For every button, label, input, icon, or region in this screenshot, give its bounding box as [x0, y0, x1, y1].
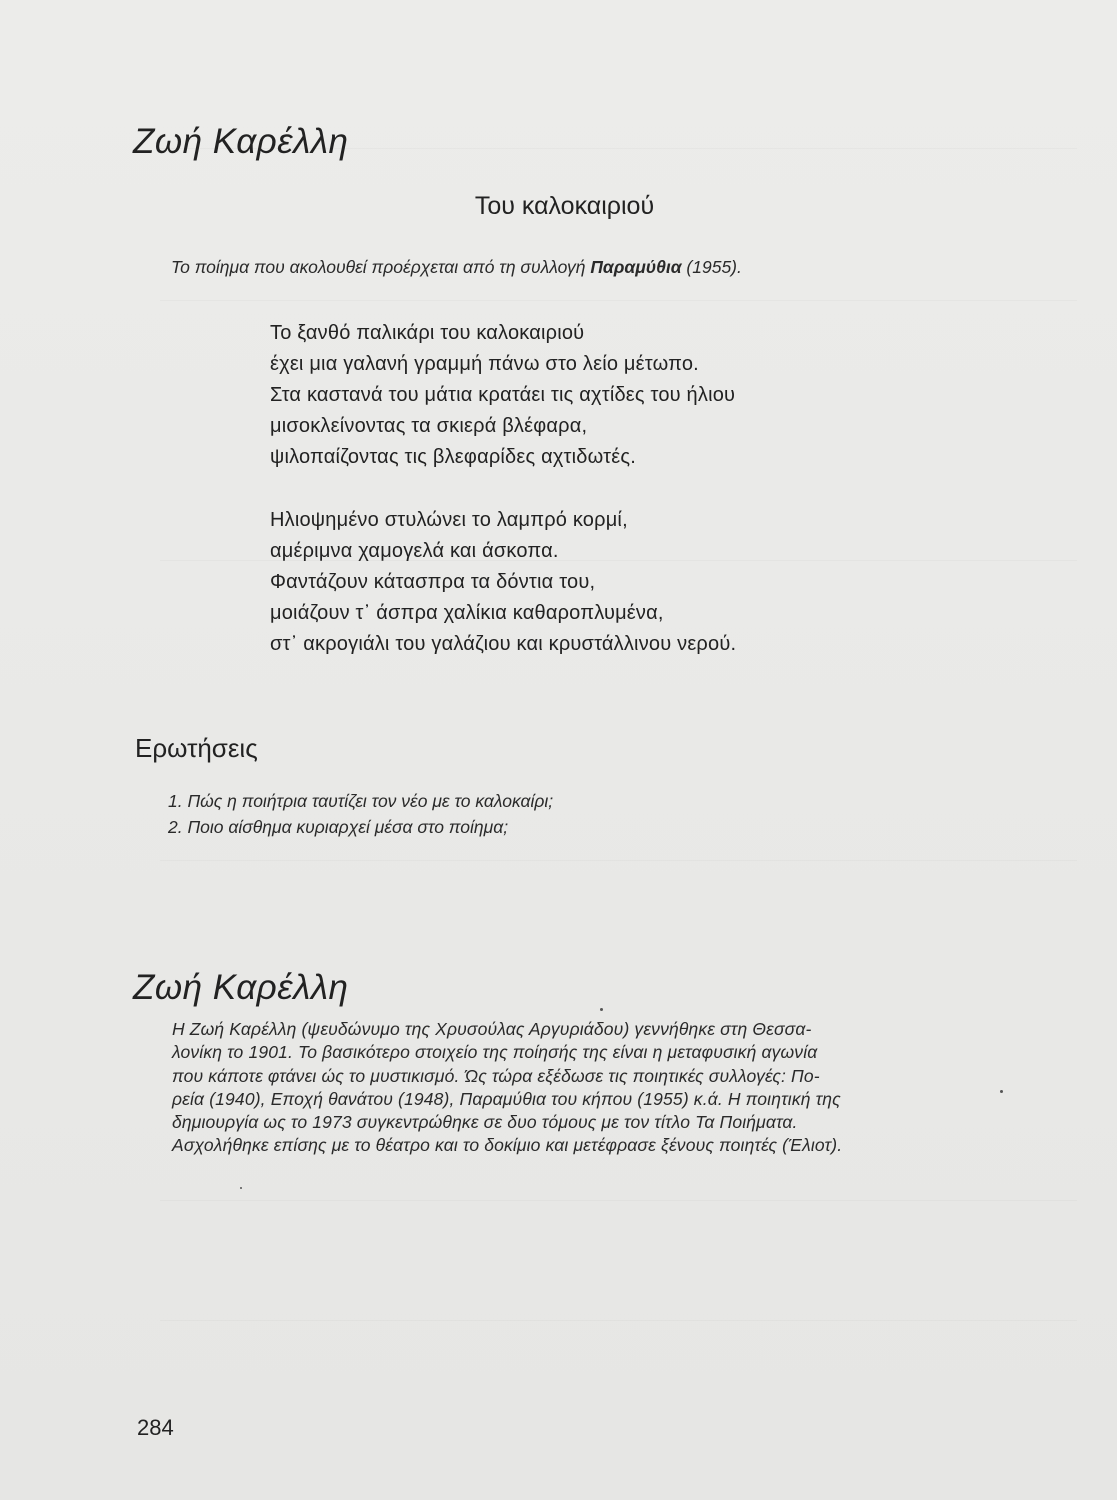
- biography-line: Ασχολήθηκε επίσης με το θέατρο και το δοκίμιο και μετέφρασε ξένους ποιητές (Έλιοτ).: [172, 1135, 843, 1156]
- biography-text: [172, 1018, 982, 1158]
- biography-line: λονίκη το 1901. Το βασικότερο στοιχείο της ποίησής της είναι η μεταφυσική αγωνία: [172, 1042, 818, 1063]
- question-item: 2. Ποιο αίσθημα κυριαρχεί μέσα στο ποίημα;: [168, 817, 509, 837]
- biography-line: Η Ζωή Καρέλλη (ψευδώνυμο της Χρυσούλας Αργυριάδου) γεννήθηκε στη Θεσσα-: [172, 1019, 812, 1039]
- questions-heading: Ερωτήσεις: [135, 733, 258, 763]
- poem-line: έχει μια γαλανή γραμμή πάνω στο λείο μέτωπο.: [270, 353, 699, 375]
- bleed-through-line: [160, 860, 1077, 861]
- bleed-through-line: [160, 1320, 1077, 1321]
- poem-line: Φαντάζουν κάτασπρα τα δόντια του,: [270, 571, 596, 593]
- biography-line: που κάποτε φτάνει ώς το μυστικισμό. Ώς τώρα εξέδωσε τις ποιητικές συλλογές: Πο-: [172, 1065, 820, 1086]
- poem-title: Του καλοκαιριού: [474, 192, 655, 220]
- source-note: [171, 257, 742, 278]
- bleed-through-line: [160, 1200, 1077, 1201]
- print-speck: [1000, 1090, 1003, 1093]
- author-heading: Ζωή Καρέλλη: [133, 122, 349, 161]
- page-number: 284: [137, 1415, 174, 1440]
- biography-line: ρεία (1940), Εποχή θανάτου (1948), Παραμύθια του κήπου (1955) κ.ά. Η ποιητική της: [172, 1088, 841, 1109]
- print-speck: [600, 1008, 603, 1011]
- poem-line: αμέριμνα χαμογελά και άσκοπα.: [270, 540, 559, 562]
- poem-stanza-1: [270, 318, 735, 473]
- biography-author-heading: Ζωή Καρέλλη: [133, 968, 349, 1007]
- print-speck: [240, 1187, 242, 1189]
- poem-line: Ηλιοψημένο στυλώνει το λαμπρό κορμί,: [270, 509, 628, 531]
- poem-line: Στα καστανά του μάτια κρατάει τις αχτίδες του ήλιου: [270, 384, 736, 406]
- poem-line: μισοκλείνοντας τα σκιερά βλέφαρα,: [270, 415, 588, 437]
- question-item: 1. Πώς η ποιήτρια ταυτίζει τον νέο με το καλοκαίρι;: [168, 791, 554, 811]
- biography-line: δημιουργία ως το 1973 συγκεντρώθηκε σε δυο τόμους με τον τίτλο Τα Ποιήματα.: [172, 1112, 798, 1133]
- source-note-prefix: Το ποίημα που ακολουθεί προέρχεται από τη συλλογή: [171, 257, 591, 277]
- poem-line: μοιάζουν τ᾿ άσπρα χαλίκια καθαροπλυμένα,: [270, 602, 664, 624]
- poem-stanza-2: [270, 505, 736, 660]
- source-collection-title: Παραμύθια: [590, 257, 682, 277]
- poem-line: ψιλοπαίζοντας τις βλεφαρίδες αχτιδωτές.: [270, 446, 636, 468]
- questions-list: [168, 788, 553, 840]
- poem-line: στ᾿ ακρογιάλι του γαλάζιου και κρυστάλλινου νερού.: [270, 633, 737, 655]
- bleed-through-line: [160, 300, 1077, 301]
- source-note-suffix: (1955).: [681, 257, 742, 277]
- poem-line: Το ξανθό παλικάρι του καλοκαιριού: [270, 322, 585, 344]
